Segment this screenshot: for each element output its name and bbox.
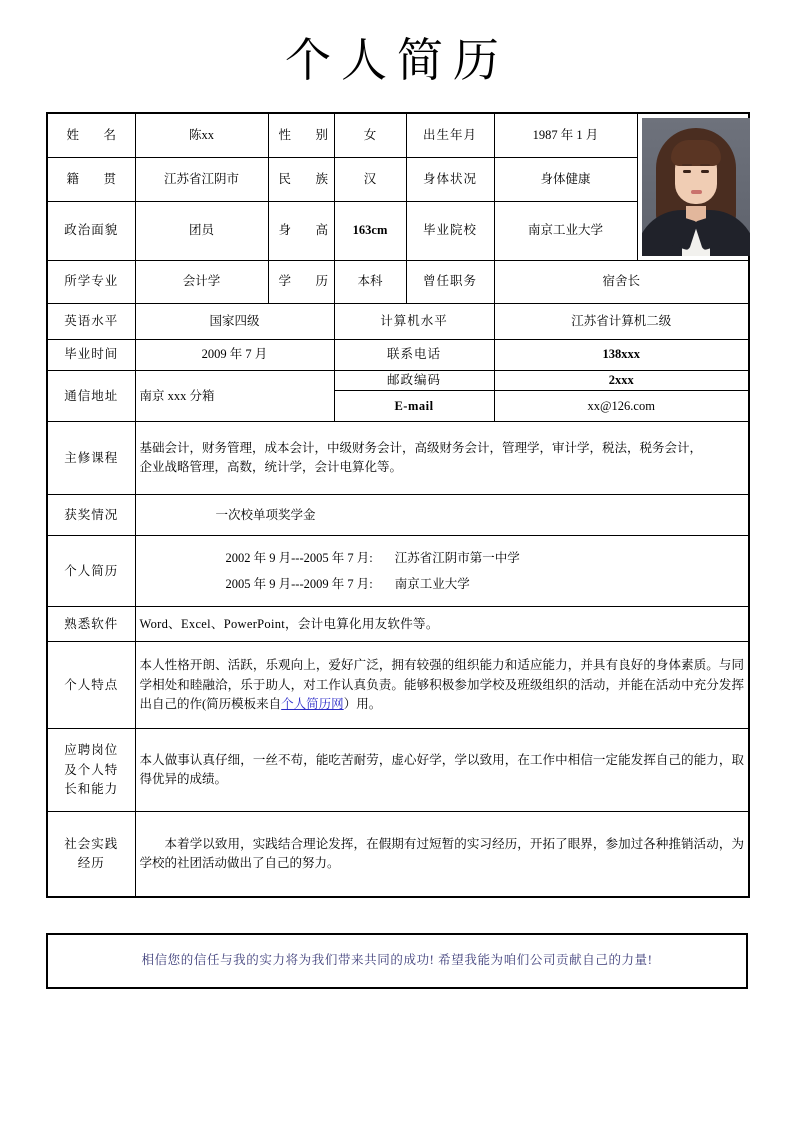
- label-personal-traits: 个人特点: [47, 642, 135, 729]
- table-row-practice: [47, 812, 749, 898]
- value-social-practice: 本着学以致用，实践结合理论发挥，在假期有过短暂的实习经历，开拓了眼界，参加过各种推销活动，为学校的社团活动做出了自己的努力。: [135, 812, 749, 898]
- value-height: 163cm: [334, 202, 406, 261]
- table-row-postcode: [47, 371, 749, 391]
- label-social-practice: [47, 812, 135, 898]
- label-computer-level: 计算机水平: [334, 304, 494, 340]
- value-english-level: 国家四级: [135, 304, 334, 340]
- resume-table: [46, 112, 750, 898]
- value-postcode: 2xxx: [494, 371, 749, 391]
- label-school: 毕业院校: [406, 202, 494, 261]
- label-education: 学 历: [268, 261, 334, 304]
- avatar-photo: [642, 118, 750, 256]
- value-software: Word、Excel、PowerPoint，会计电算化用友软件等。: [135, 607, 749, 642]
- value-birth: 1987 年 1 月: [494, 113, 637, 158]
- label-native-place: 籍 贯: [47, 158, 135, 202]
- job-target-label-line: 长和能力: [64, 782, 119, 797]
- job-target-label-line: 应聘岗位: [64, 743, 119, 758]
- label-phone: 联系电话: [334, 340, 494, 371]
- table-row-software: [47, 607, 749, 642]
- traits-text-before-link: 本人性格开朗、活跃，乐观向上，爱好广泛，拥有较强的组织能力和适应能力，并具有良好的身体素质。与同学相处和睦融洽，乐于助人，对工作认真负责。能够积极参加学校及班级组织的活动，并能在活动中充分发挥出自己的作(简历模板来自: [139, 658, 744, 712]
- label-address: 通信地址: [47, 371, 135, 422]
- label-height: 身 高: [268, 202, 334, 261]
- table-row-traits: [47, 642, 749, 729]
- history-place: 江苏省江阴市第一中学: [394, 551, 520, 566]
- history-entry: [140, 571, 745, 597]
- label-name: 姓 名: [47, 113, 135, 158]
- value-personal-history: [135, 536, 749, 607]
- closing-table: [46, 933, 748, 989]
- value-main-courses: [135, 422, 749, 495]
- photo-cell: [637, 113, 749, 261]
- history-period: 2005 年 9 月---2009 年 7 月:: [225, 577, 373, 592]
- courses-line-1: 基础会计，财务管理，成本会计，中级财务会计，高级财务会计，管理学，审计学，税法，税务会计，: [139, 441, 703, 455]
- label-political-status: 政治面貌: [47, 202, 135, 261]
- label-main-courses: 主修课程: [47, 422, 135, 495]
- value-phone: 138xxx: [494, 340, 749, 371]
- value-graduation-time: 2009 年 7 月: [135, 340, 334, 371]
- table-row-job-target: [47, 729, 749, 812]
- label-previous-position: 曾任职务: [406, 261, 494, 304]
- value-school: 南京工业大学: [494, 202, 637, 261]
- resume-template-link[interactable]: 个人简历网: [281, 697, 344, 712]
- value-personal-traits: [135, 642, 749, 729]
- table-row-closing: [47, 934, 747, 988]
- practice-label-line: 社会实践: [64, 837, 119, 851]
- courses-line-2: 企业战略管理，高数，统计学，会计电算化等。: [139, 460, 403, 475]
- label-job-target: [47, 729, 135, 812]
- value-awards: 一次校单项奖学金: [135, 495, 749, 536]
- table-row-major: [47, 261, 749, 304]
- value-gender: 女: [334, 113, 406, 158]
- photo-lips: [691, 190, 702, 194]
- value-major: 会计学: [135, 261, 268, 304]
- photo-brow-right: [700, 164, 710, 166]
- history-entry: [140, 545, 745, 571]
- value-address: 南京 xxx 分箱: [135, 371, 334, 422]
- label-health: 身体状况: [406, 158, 494, 202]
- photo-eye-left: [683, 170, 691, 173]
- table-row-awards: [47, 495, 749, 536]
- table-row-graduation: [47, 340, 749, 371]
- value-ethnicity: 汉: [334, 158, 406, 202]
- value-job-target: 本人做事认真仔细，一丝不苟，能吃苦耐劳，虚心好学，学以致用，在工作中相信一定能发挥自己的能力，取得优异的成绩。: [135, 729, 749, 812]
- value-native-place: 江苏省江阴市: [135, 158, 268, 202]
- label-awards: 获奖情况: [47, 495, 135, 536]
- value-name: 陈xx: [135, 113, 268, 158]
- photo-brow-left: [682, 164, 692, 166]
- closing-statement: 相信您的信任与我的实力将为我们带来共同的成功! 希望我能为咱们公司贡献自己的力量!: [47, 934, 747, 988]
- value-email: xx@126.com: [494, 391, 749, 422]
- label-software: 熟悉软件: [47, 607, 135, 642]
- value-health: 身体健康: [494, 158, 637, 202]
- value-previous-position: 宿舍长: [494, 261, 749, 304]
- page-title: 个人简历: [285, 35, 509, 86]
- label-email: E-mail: [334, 391, 494, 422]
- label-birth: 出生年月: [406, 113, 494, 158]
- practice-label-line: 经历: [77, 856, 105, 871]
- history-period: 2002 年 9 月---2005 年 7 月:: [225, 551, 373, 566]
- photo-eye-right: [701, 170, 709, 173]
- label-english-level: 英语水平: [47, 304, 135, 340]
- table-row-history: [47, 536, 749, 607]
- table-row-english: [47, 304, 749, 340]
- label-postcode: 邮政编码: [334, 371, 494, 391]
- table-row-name: [47, 113, 749, 158]
- label-personal-history: 个人简历: [47, 536, 135, 607]
- label-major: 所学专业: [47, 261, 135, 304]
- label-ethnicity: 民 族: [268, 158, 334, 202]
- traits-text-after-link: ）用。: [343, 697, 382, 712]
- history-place: 南京工业大学: [394, 577, 470, 592]
- value-education: 本科: [334, 261, 406, 304]
- photo-hair-front: [671, 140, 721, 166]
- value-computer-level: 江苏省计算机二级: [494, 304, 749, 340]
- job-target-label-line: 及个人特: [64, 762, 119, 777]
- table-row-courses: [47, 422, 749, 495]
- label-gender: 性 别: [268, 113, 334, 158]
- label-graduation-time: 毕业时间: [47, 340, 135, 371]
- value-political-status: 团员: [135, 202, 268, 261]
